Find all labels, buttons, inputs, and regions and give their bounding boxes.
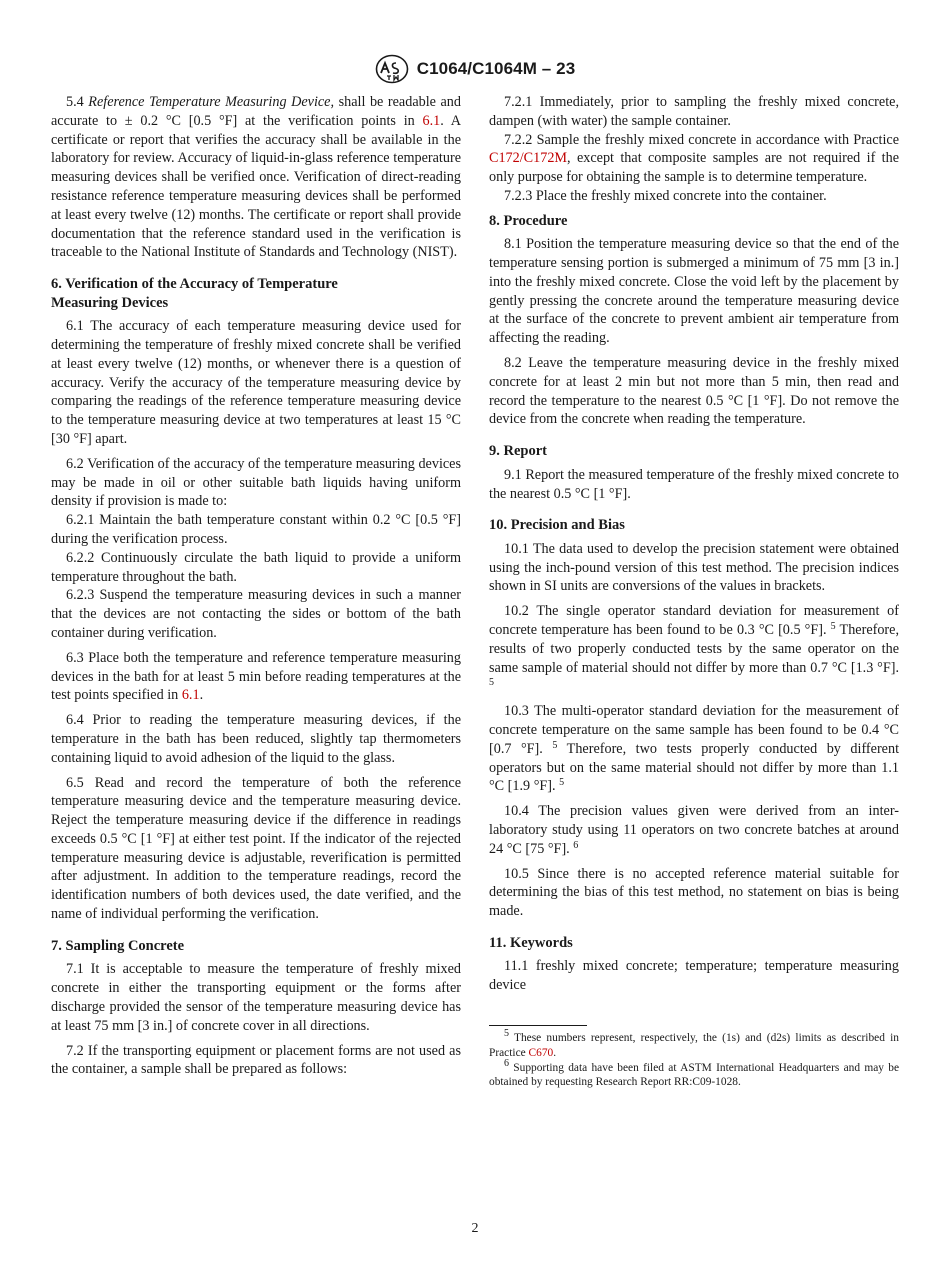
standard-designation: C1064/C1064M – 23 [416,59,576,78]
section-heading-8: 8. Procedure [489,212,568,229]
practice-link-c172[interactable]: C172/C172M [489,150,568,167]
practice-link-c670[interactable]: C670 [528,1046,554,1059]
paragraph-6-2-1: 6.2.1 Maintain the bath temperature constant within 0.2 °C [0.5 °F] during the verification process. [51,512,461,547]
paragraph-6-5: 6.5 Read and record the temperature of both the reference temperature measuring device and the temperature measuring device. Reject the temperature measuring device if the difference in readings exceeds 0.5 °C [1 °F] at either test point. If the indicator of the rejected temperature measuring device is adjustable, reverification is permitted after adjustment. In addition to the temperature readings, record the identification numbers of both devices used, the date verified, and the name of individual performing the verification. [51,774,461,923]
section-heading-11: 11. Keywords [489,934,573,951]
footnote-ref[interactable]: 5 [552,739,558,751]
footnote-ref[interactable]: 5 [830,621,836,633]
section-heading-9: 9. Report [489,443,547,460]
left-column [51,93,461,1079]
footnote-5: $^5$ These numbers represent, respectively, the (1s) and (d2s) limits as described in Practice C670. [489,1028,899,1059]
section-link-6-1[interactable]: 6.1 [181,687,200,704]
section-heading-10: 10. Precision and Bias [489,517,625,534]
paragraph-7-1: 7.1 It is acceptable to measure the temperature of freshly mixed concrete in either the transporting equipment or the forms after discharge provided the sensor of the temperature measuring device has at least 75 mm [3 in.] of concrete cover in all directions. [51,961,461,1034]
paragraph-6-2: 6.2 Verification of the accuracy of the temperature measuring devices may be made in oil or other suitable bath liquids having uniform density if provision is made to: [51,455,461,510]
section-heading-7: 7. Sampling Concrete [51,937,185,954]
page-number: 2 [471,1221,479,1236]
paragraph-10-1: 10.1 The data used to develop the precision statement were obtained using the inch-pound version of this test method. The precision indices shown in SI units are conversions of the values in brackets. [489,540,899,595]
paragraph-5-4: 5.4 Reference Temperature Measuring Device, shall be readable and accurate to ± 0.2 °C [0.5 °F] at the verification points in 6.1. A certificate or report that verifies the accuracy shall be available in the laboratory for review. Accuracy of liquid-in-glass reference temperature measuring devices shall be verified once. Verification of direct-reading resistance reference temperature measuring devices shall be performed at least every twelve (12) months. The certificate or report shall provide documentation that the reference standard used in the verification is traceable to the National Institute of Standards and Technology (NIST). [51,94,461,261]
section-heading-6: 6. Verification of the Accuracy of Temperature Measuring Devices [51,276,338,311]
page-header [0,54,950,84]
paragraph-11-1: 11.1 freshly mixed concrete; temperature; temperature measuring device [489,958,899,994]
paragraph-7-2-3: 7.2.3 Place the freshly mixed concrete into the container. [504,187,827,204]
paragraph-10-3: 10.3 The multi-operator standard deviation for the measurement of concrete temperature on the same sample has been found to be 0.4 °C [0.7 °F]. $^5$ Therefore, two tests properly conducted by different operators but on the same material should not differ by more than 1.1 °C [1.9 °F]. $^5$ [489,703,900,795]
paragraph-6-4: 6.4 Prior to reading the temperature measuring devices, if the temperature in the bath has been reduced, slightly tap thermometers containing liquid to avoid adhesion of the liquid to the glass. [51,712,461,766]
section-link-6-1[interactable]: 6.1 [422,112,441,129]
paragraph-7-2: 7.2 If the transporting equipment or placement forms are not used as the container, a sample shall be prepared as follows: [51,1042,461,1078]
paragraph-8-2: 8.2 Leave the temperature measuring device in the freshly mixed concrete for at least 2 min but not more than 5 min, then read and record the temperature to the nearest 0.5 °C [1 °F]. Do not remove the device from the concrete when reading the temperature. [489,355,899,428]
paragraph-9-1: 9.1 Report the measured temperature of the freshly mixed concrete to the nearest 0.5 °C [1 °F]. [489,466,899,502]
astm-logo-icon [375,54,409,84]
footnote-ref[interactable]: 5 [489,677,494,689]
paragraph-8-1: 8.1 Position the temperature measuring device so that the end of the temperature sensing portion is submerged a minimum of 75 mm [3 in.] into the freshly mixed concrete. Close the void left by the placement by gently pressing the concrete around the temperature measuring device at the surface of the concrete to prevent ambient air temperature from affecting the reading. [489,236,899,347]
footnote-divider [489,1025,587,1026]
footnote-6: $^6$ Supporting data have been filed at ASTM International Headquarters and may be obtained by requesting Research Report RR:C09-1028. [489,1057,899,1089]
paragraph-6-3: 6.3 Place both the temperature and reference temperature measuring devices in the bath for at least 5 min before reading temperatures at the test points specified in 6.1. [51,649,461,704]
paragraph-10-2: 10.2 The single operator standard deviation for measurement of concrete temperature has been found to be 0.3 °C [0.5 °F]. $^5$ Therefore, results of two properly conducted tests by the same operator on the same sample of material should not differ by more than 0.7 °C [1.3 °F]. $^5$ [489,603,899,689]
paragraph-6-2-2: 6.2.2 Continuously circulate the bath liquid to provide a uniform temperature throughout the bath. [51,549,461,585]
right-column [489,93,899,1090]
footnote-ref[interactable]: 5 [559,777,565,789]
paragraph-6-1: 6.1 The accuracy of each temperature measuring device used for determining the temperature of freshly mixed concrete shall be verified at least every twelve (12) months, or whenever there is a question of accuracy. Verify the accuracy of the temperature measuring device by comparing the readings of the reference temperature measuring device to the temperature measuring device at two temperatures at least 15 °C [30 °F] apart. [51,318,461,447]
paragraph-7-2-2: 7.2.2 Sample the freshly mixed concrete in accordance with Practice C172/C172M, except that composite samples are not required if the only purpose for obtaining the sample is to determine temperature. [489,131,899,186]
term-title: Reference Temperature Measuring Device, [88,94,335,110]
paragraph-7-2-1: 7.2.1 Immediately, prior to sampling the freshly mixed concrete, dampen (with water) the sample container. [489,94,899,129]
paragraph-6-2-3: 6.2.3 Suspend the temperature measuring devices in such a manner that the devices are not contacting the sides or bottom of the bath container during verification. [51,587,461,641]
paragraph-10-4: 10.4 The precision values given were derived from an inter-laboratory study using 11 operators on two concrete batches at around 24 °C [75 °F]. $^6$ [489,803,899,857]
footnote-ref[interactable]: 6 [573,839,579,851]
paragraph-10-5: 10.5 Since there is no accepted reference material suitable for determining the bias of this test method, no statement on bias is being made. [489,865,899,920]
